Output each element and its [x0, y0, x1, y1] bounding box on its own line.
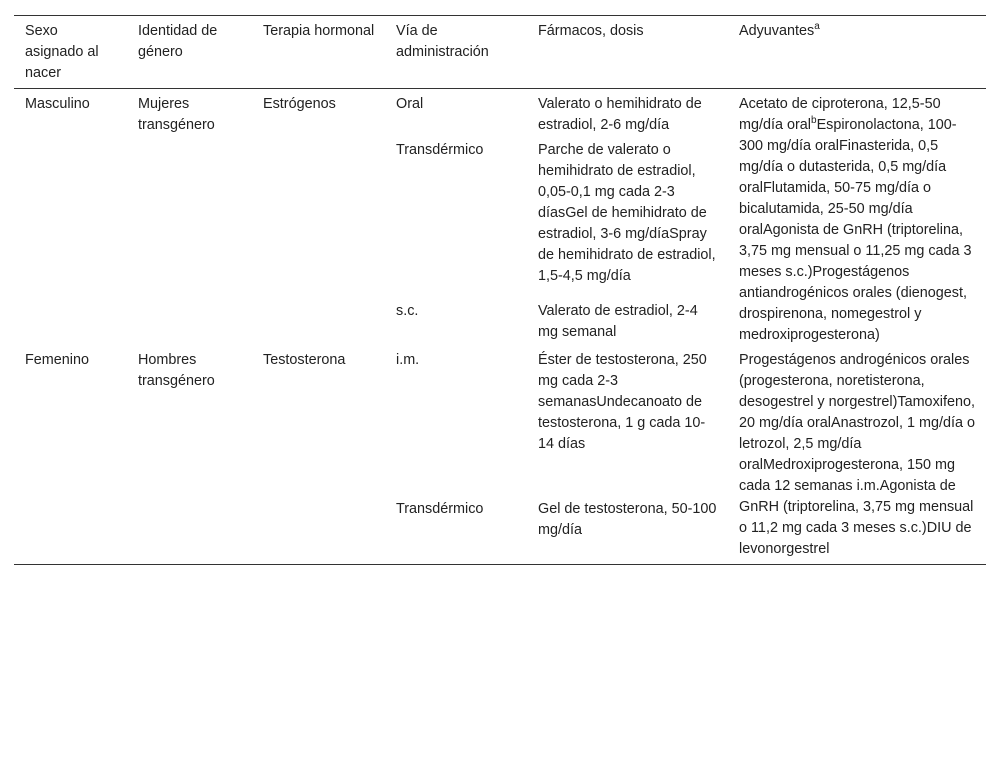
header-adyuvantes-label: Adyuvantes: [739, 23, 815, 39]
cell-adyuvantes-femenino: Progestágenos androgénicos orales (progesterona, noretisterona, desogestrel y norgestrel)Tamoxifeno, 20 mg/día oralAnastrozol, 1 mg/día o letrozol, 2,5 mg/día oralMedroxiprogesterona, 150 mg cada 12 semanas i.m.Agonista de GnRH (triptorelina, 3,75 mg mensual o 11,2 mg cada 3 meses s.c.)DIU de levonorgestrel: [728, 346, 986, 565]
table-header: [14, 16, 986, 89]
header-adyuvantes: [728, 16, 986, 89]
header-terapia: Terapia hormonal: [252, 16, 385, 89]
cell-sexo-masculino: Masculino: [25, 96, 90, 112]
cell-identidad-hombres: Hombres transgénero: [127, 346, 252, 565]
header-via: Vía de administración: [385, 16, 527, 89]
cell-farmacos-im: Éster de testosterona, 250 mg cada 2-3 semanasUndecanoato de testosterona, 1 g cada 10-14 días: [538, 352, 707, 452]
footnote-marker-b: b: [811, 115, 817, 127]
table-row: [14, 89, 986, 140]
cell-terapia-testosterona: Testosterona: [252, 346, 385, 565]
adyuvantes-masculino-text-b: Espironolactona, 100-300 mg/día oralFinasterida, 0,5 mg/día o dutasterida, 0,5 mg/día oralFlutamida, 50-75 mg/día o bicalutamida, 25-50 mg/día oralAgonista de GnRH (triptorelina, 3,75 mg mensual o 11,25 mg cada 3 meses s.c.)Progestágenos antiandrogénicos orales (dienogest, drospirenona, nomegestrol y medroxiprogesterona): [739, 117, 972, 343]
cell-farmacos-transdermico-testosterona: Gel de testosterona, 50-100 mg/día: [527, 496, 728, 564]
adyuvantes-masculino-text-a: Acetato de ciproterona, 12,5-50 mg/día oral: [739, 96, 941, 133]
cell-via-transdermico-testosterona: Transdérmico: [385, 496, 527, 564]
header-farmacos: Fármacos, dosis: [527, 16, 728, 89]
cell-farmacos-sc: Valerato de estradiol, 2-4 mg semanal: [538, 302, 698, 340]
cell-via-sc: s.c.: [396, 302, 419, 319]
cell-via-oral: Oral: [396, 96, 424, 112]
footnote-marker-a: a: [814, 21, 820, 33]
cell-identidad-mujeres: Mujeres transgénero: [138, 96, 215, 133]
cell-adyuvantes-masculino: [728, 89, 986, 347]
cell-farmacos-oral: Valerato o hemihidrato de estradiol, 2-6 mg/día: [538, 96, 702, 133]
hormone-therapy-table: [14, 15, 986, 565]
cell-sexo-femenino: Femenino: [14, 346, 127, 565]
header-row: [14, 16, 986, 89]
cell-terapia-estrogenos: Estrógenos: [263, 96, 336, 112]
header-sexo: Sexo asignado al nacer: [14, 16, 127, 89]
cell-farmacos-transdermico: Parche de valerato o hemihidrato de estradiol, 0,05-0,1 mg cada 2-3 díasGel de hemihidrato de estradiol, 3-6 mg/díaSpray de hemihidrato de estradiol, 1,5-4,5 mg/día: [538, 141, 716, 284]
cell-via-im: i.m.: [396, 352, 420, 368]
table-container: [14, 15, 986, 565]
cell-via-transdermico: Transdérmico: [396, 141, 484, 158]
table-body: [14, 89, 986, 565]
table-row: [14, 346, 986, 496]
header-identidad: Identidad de género: [127, 16, 252, 89]
